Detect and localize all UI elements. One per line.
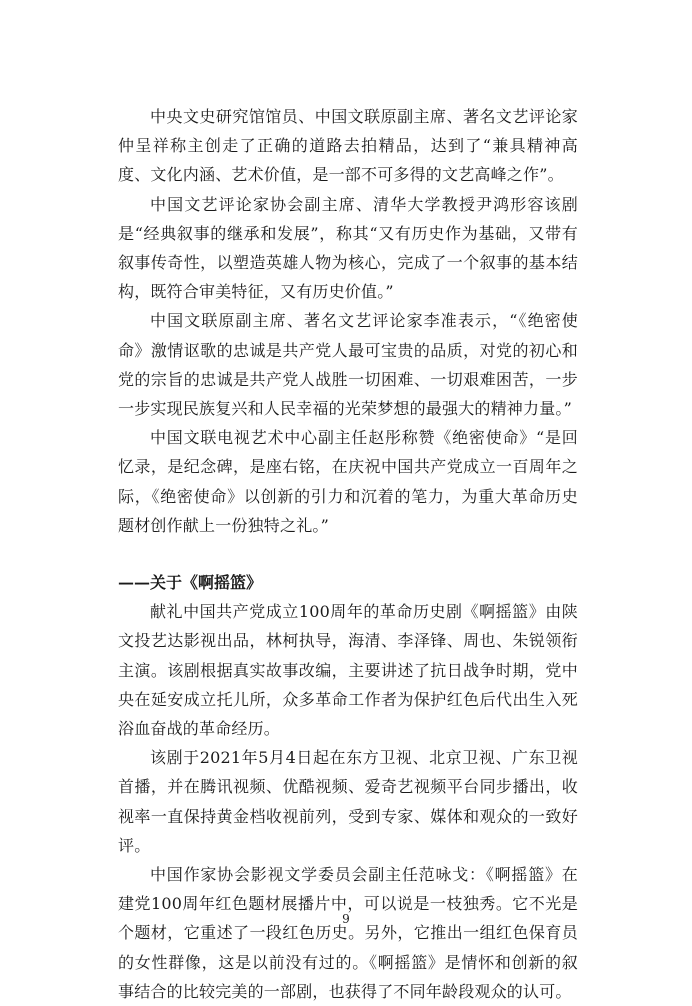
section-critics-reviews xyxy=(118,102,578,540)
page-number: 9 xyxy=(342,912,350,926)
paragraph-yin-hong: 中国文艺评论家协会副主席、清华大学教授尹鸿形容该剧是“经典叙事的继承和发展”，称其“又有历史作为基础，又带有叙事传奇性，以塑造英雄人物为核心，完成了一个叙事的基本结构，既符合审美特征，又有历史价值。” xyxy=(118,194,578,302)
paragraph-drama-intro: 献礼中国共产党成立100周年的革命历史剧《啊摇篮》由陕文投艺达影视出品，林柯执导，海清、李泽锋、周也、朱锐领衔主演。该剧根据真实故事改编，主要讲述了抗日战争时期，党中央在延安成立托儿所，众多革命工作者为保护红色后代出生入死浴血奋战的革命经历。 xyxy=(118,602,578,739)
section-about-cradle xyxy=(118,568,578,1006)
section-spacer xyxy=(118,540,578,568)
section-heading: ——关于《啊摇篮》 xyxy=(118,573,263,593)
document-page xyxy=(118,102,578,1006)
paragraph-zhao-tong: 中国文联电视艺术中心副主任赵彤称赞《绝密使命》“是回忆录，是纪念碑，是座右铭，在庆祝中国共产党成立一百周年之际，《绝密使命》以创新的引力和沉着的笔力，为重大革命历史题材创作献上一份独特之礼。” xyxy=(118,428,578,535)
paragraph-fan-yongge: 中国作家协会影视文学委员会副主任范咏戈：《啊摇篮》在建党100周年红色题材展播片中，可以说是一枝独秀。它不光是个题材，它重述了一段红色历史。另外，它推出一组红色保育员的女性群像，这是以前没有过的。《啊摇篮》是情怀和创新的叙事结合的比较完美的一部剧，也获得了不同年龄段观众的认可。 xyxy=(118,865,578,1001)
paragraph-zhong-chengxiang: 中央文史研究馆馆员、中国文联原副主席、著名文艺评论家仲呈祥称主创走了正确的道路去拍精品，达到了“兼具精神高度、文化内涵、艺术价值，是一部不可多得的文艺高峰之作”。 xyxy=(118,107,578,185)
paragraph-broadcast-info: 该剧于2021年5月4日起在东方卫视、北京卫视、广东卫视首播，并在腾讯视频、优酷视频、爱奇艺视频平台同步播出，收视率一直保持黄金档收视前列，受到专家、媒体和观众的一致好评。 xyxy=(118,748,578,855)
paragraph-li-zhun: 中国文联原副主席、著名文艺评论家李准表示，“《绝密使命》激情讴歌的忠诚是共产党人最可宝贵的品质，对党的初心和党的宗旨的忠诚是共产党人战胜一切困难、一切艰难困苦，一步一步实现民族复兴和人民幸福的光荣梦想的最强大的精神力量。” xyxy=(118,311,578,419)
